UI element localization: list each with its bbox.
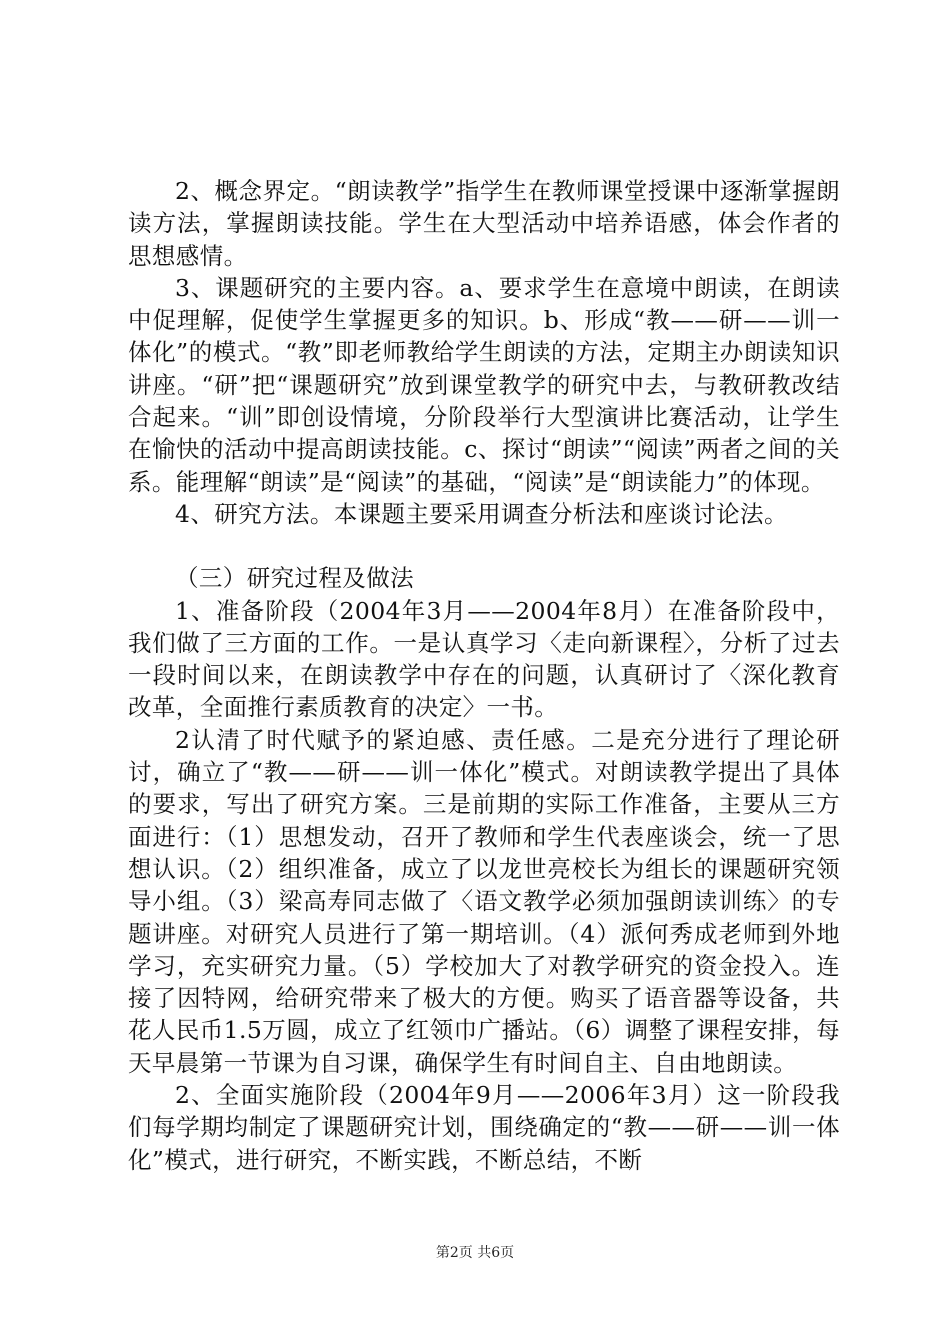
paragraph-preparation-details: 2认清了时代赋予的紧迫感、责任感。二是充分进行了理论研讨，确立了“教——研——训一体化”模式。对朗读教学提出了具体的要求，写出了研究方案。三是前期的实际工作准备，主要从三方面进行：（1）思想发动，召开了教师和学生代表座谈会，统一了思想认识。（2）组织准备，成立了以龙世亮校长为组长的课题研究领导小组。（3）梁高寿同志做了〈语文教学必须加强朗读训练〉的专题讲座。对研究人员进行了第一期培训。（4）派何秀成老师到外地学习，充实研究力量。（5）学校加大了对教学研究的资金投入。连接了因特网，给研究带来了极大的方便。购买了语音器等设备，共花人民币1.5万圆，成立了红领巾广播站。（6）调整了课程安排，每天早晨第一节课为自习课，确保学生有时间自主、自由地朗读。 <box>128 725 840 1077</box>
document-body <box>128 175 840 1176</box>
paragraph-preparation-stage: 1、准备阶段（2004年3月——2004年8月）在准备阶段中，我们做了三方面的工作。一是认真学习〈走向新课程〉，分析了过去一段时间以来，在朗读教学中存在的问题，认真研讨了〈深化教育改革，全面推行素质教育的决定〉一书。 <box>128 596 840 722</box>
page-footer: 第2页 共6页 <box>435 1245 515 1261</box>
paragraph-implementation-stage: 2、全面实施阶段（2004年9月——2006年3月）这一阶段我们每学期均制定了课题研究计划，围绕确定的“教——研——训一体化”模式，进行研究，不断实践，不断总结，不断 <box>128 1081 840 1174</box>
paragraph-research-content: 3、课题研究的主要内容。a、要求学生在意境中朗读，在朗读中促理解，促使学生掌握更多的知识。b、形成“教——研——训一体化”的模式。“教”即老师教给学生朗读的方法，定期主办朗读知识讲座。“研”把“课题研究”放到课堂教学的研究中去，与教研教改结合起来。“训”即创设情境，分阶段举行大型演讲比赛活动，让学生在愉快的活动中提高朗读技能。c、探讨“朗读”“阅读”两者之间的关系。能理解“朗读”是“阅读”的基础，“阅读”是“朗读能力”的体现。 <box>128 273 840 496</box>
paragraph-concept-definition: 2、概念界定。“朗读教学”指学生在教师课堂授课中逐渐掌握朗读方法，掌握朗读技能。学生在大型活动中培养语感，体会作者的思想感情。 <box>128 177 840 270</box>
paragraph-research-method: 4、研究方法。本课题主要采用调查分析法和座谈讨论法。 <box>175 499 788 528</box>
section-heading-research-process: （三）研究过程及做法 <box>175 564 414 593</box>
